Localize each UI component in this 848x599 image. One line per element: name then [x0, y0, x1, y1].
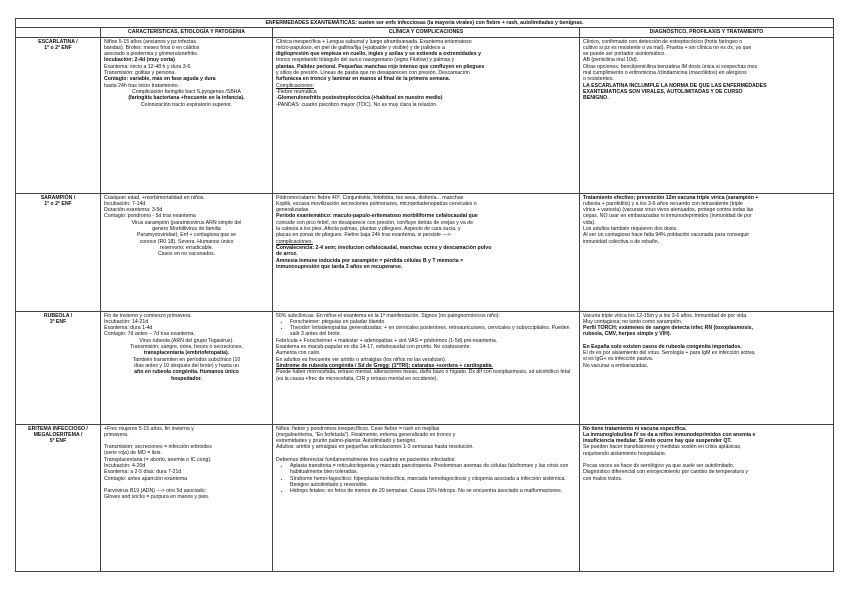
text-line: año en rubeola congénita. Humanos único	[134, 369, 239, 376]
text-line: de arroz.	[276, 251, 298, 258]
caracteristicas-cell	[101, 193, 273, 311]
disease-subname: MEGALOERITEMA /	[33, 431, 83, 438]
text-line: días antes y 10 después del brote) y hasta un	[134, 362, 239, 369]
text-line: Koplik, escasa movilización secreciones pulmonares, micropoladenopatías cervicales o	[276, 200, 477, 207]
clinica-cell	[273, 311, 580, 424]
text-line: Incubación: 2-4d (muy corta)	[104, 57, 175, 64]
text-line: coincide con pico febril, no desaparece con presión, confluye detrás de orejas y va de	[276, 219, 473, 226]
text-line: Otras opciones; bencilpenicilina benzatina IM dosis única si sospechas mos	[583, 63, 758, 70]
text-line: -Fiebre reumática	[276, 88, 317, 95]
text-line: Vacuna triple vírica los 12-15m y a los 3-6 años. Inmunidad de por vida.	[583, 312, 748, 319]
text-line: Virus sarampión (paramixovirus ARN simple del	[131, 219, 242, 226]
table-row-sarampion	[16, 193, 834, 311]
complicaciones-heading: Complicaciones:	[276, 82, 315, 89]
text-line: Complicación faringitis bact S.pyogenes /SBHA	[132, 88, 241, 95]
text-line: extremidades y prurito palmo-plantar. Autolimitado y benigno.	[276, 438, 417, 445]
text-line: (megaloeritema, "En bofetada"). Finalmente, eritema generalizado en tronco y	[276, 431, 456, 438]
text-line: Contagio: antes aparición exantema	[104, 475, 188, 482]
list-item: • Hidrops fetales: en fetos de menos de 20 semanas. Causa 15% hidrops. No se encuentra asociado a malformaciones.	[290, 488, 576, 494]
text-line: El dx es por aislamiento del virus. Serología + para IgM es infección activa,	[583, 350, 756, 357]
text-line: Clínico, confirmado con detección de estreptocócico (frotis faríngeo o	[583, 38, 743, 45]
text-line: vírica + varicela) (vacunas virus vivos atenuados, protege contra todas las	[583, 207, 754, 214]
table-row-rubeola	[16, 311, 834, 424]
disease-name-cell	[16, 311, 101, 424]
text-line: Casos en no vacunados.	[157, 251, 216, 258]
text-line: En España solo existen casos de rubeola congénita importados.	[583, 343, 742, 350]
disease-name-cell	[16, 424, 101, 571]
text-line: Pódromo/catarro: fiebre 40º. Conjuntivitis, fotofobia, tos seca, disfonía... manchas	[276, 194, 464, 201]
text-line: conoce (R0 18). Severa. Humanos único	[139, 238, 234, 245]
text-line: mal cumplimiento o eritromicina /clindamicina (macrólidos) en alérgicos	[583, 70, 747, 77]
list-item: • Aplasia transitoria = reticulocitopenia y marcado pancitopenia. Predominan anemas de células falciformes y las crisis son habitualmente bien toleradas.	[290, 463, 576, 476]
text-line: Adultos: artritis y artralgias en pequeñas articulaciones 1-3 semanas hasta resolución.	[276, 444, 474, 451]
text-line: AB (penicilina oral 10d).	[583, 57, 639, 64]
header-row	[16, 28, 834, 37]
text-line: generalizadas.	[276, 207, 310, 214]
diagnostico-cell	[580, 311, 834, 424]
text-line: Convalecencia: 2-4 sem; involucion cefalocaudal, manchas ocres y descamación polvo	[276, 244, 492, 251]
disease-subname: 3ª ENF	[49, 318, 67, 325]
text-line: Parvovirus B19 (ADN) —> otro 5d asociado;	[104, 487, 206, 494]
text-line: primavera.	[104, 431, 129, 438]
disease-name: ERITEMA INFECCIOSO /	[28, 425, 88, 432]
text-line: Incubación: 7-14d	[104, 200, 146, 207]
text-line: con malos tratos.	[583, 475, 623, 482]
text-line: reservorio; erradicable.	[159, 244, 214, 251]
text-line: placas en zonas de pliegues. Fiebre baja 24h tras exantema, si persiste —>	[276, 232, 451, 239]
text-line: (serie roja) de MO = lisis.	[104, 450, 162, 457]
disease-name-cell	[16, 37, 101, 193]
text-line: requiriendo aislamiento hospitalario.	[583, 450, 667, 457]
table-row-eritema	[16, 424, 834, 571]
text-line: Transmisión; secreciones = infección eritroides	[104, 444, 212, 451]
text-line: Transmisión; sangre, orina, heces o secreciones,	[130, 344, 243, 351]
text-line: Incubación: 14-21d	[104, 318, 149, 325]
text-line: rubeola + parotiditis) y a los 3-6 años recuerdo con tetravalente (triple	[583, 200, 743, 207]
text-line: Muy contagiosa; no tanto como sarampión.	[583, 318, 683, 325]
list-item: • Theodor: linfadenopatías generalizadas; + en cervicales posteriores, retroauriculares, cervicales y suboccipitales. Pueden salir 3 antes del brote.	[290, 325, 576, 338]
text-line: Al ser un contagioso hace falta 94% población vacunada para conseguir	[583, 232, 750, 239]
text-line: vida).	[583, 219, 596, 226]
caracteristicas-cell	[101, 311, 273, 424]
text-line: furfurácea en tronco y laminar en manos al final de la primera semana.	[276, 76, 451, 83]
text-line: En adultos es frecuente ver artritis o artralgias (los niños no las veralizan).	[276, 356, 447, 363]
text-line: hasta 24h tras inicio tratamiento.	[104, 82, 179, 89]
text-line: tronco respetando triángulo del surco nasogeniano (signo Filatow) y palmas y	[276, 57, 455, 64]
list-item: • Forscheimer: pteguias en paladar blando.	[290, 319, 576, 325]
text-line: y sitios de presión. Líneas de pastia que no desaparecen con presión. Descamación	[276, 70, 470, 77]
list-item: • Síndrome hemo-fagocítico: hiperplasia histiocítica, marcada hemofagocitosis y citopenia asociada a infección sistémica. Benigno autolimitado y reversible.	[290, 476, 576, 489]
text-line: Amnesia inmune inducida por sarampión = pérdida células B y T memoria =	[276, 257, 464, 264]
diagnostico-cell	[580, 37, 834, 193]
text-line: No tiene tratamiento ni vacuna específica.	[583, 425, 687, 432]
text-line: +Frec mujeres 5-15 años, fin invierno y	[104, 425, 194, 432]
text-line: genero Morbillivirus de familia	[152, 226, 221, 233]
text-line: No vacunar a embarazadas.	[583, 362, 649, 369]
text-line: Exantema: dura 1-4d	[104, 325, 153, 332]
clinica-cell	[273, 37, 580, 193]
text-line: o resistentes.	[583, 76, 614, 83]
text-line: la cabeza a los pies. Afecta palmas, plantas y pliegues. Aspecto de cara sucia, y	[276, 226, 461, 233]
text-line: insuficiencia medular. Si esto ocurre hay que suspender QT.	[583, 438, 732, 445]
diagnostico-cell	[580, 193, 834, 311]
text-line: Cualquier edad, +morbimortalidad en niños.	[104, 194, 205, 201]
text-line: EXANTEMATICAS SON VIRALES, AUTOLIMITADAS Y DE CURSO	[583, 88, 743, 95]
text-line: hospedador.	[171, 375, 202, 382]
text-line: rubeola, CMV, herpes simple y VIH).	[583, 331, 672, 338]
text-line: (faringitis bacteriana +frecuente en la infancia).	[128, 95, 245, 102]
text-line: cepas. NO usar en embarazadas ni inmunodeprimidos (inmunidad de por	[583, 213, 752, 220]
text-line: plantas. Palidez perioral. Pequeñas manchas rojo intenso que confluyen en pliegues	[276, 63, 485, 70]
diagnostico-cell	[580, 424, 834, 571]
text-line: inmunosupresión que tarda 3 años en recuperarse.	[276, 263, 403, 270]
text-line: Transmisión: gotitas y persona.	[104, 70, 176, 77]
text-line: asociado a piodermia y glomerulonefritis.	[104, 51, 199, 58]
disease-name-cell	[16, 193, 101, 311]
text-line: Síndrome de rubeola congénita / Sd de Gregg: (1ºTRI); cataratas +sordera + cardiopatía.	[276, 362, 493, 369]
text-line: Niños: fiebre y pondromos inespecíficos. Cese fiebre = rash en mejillas	[276, 425, 440, 432]
text-line: Diagnóstico diferencial con enrojecimiento por cambio de temperatura y	[583, 469, 748, 476]
text-line: Paramyxoviridae); Enf + contagiosa que se	[136, 232, 237, 239]
text-line: Gloves and socks = purpura en manos y pies.	[104, 494, 210, 501]
caracteristicas-cell	[101, 424, 273, 571]
diseases-table	[15, 18, 834, 572]
header-diagnostico: DIAGNÓSTICO, PROFILAXIS Y TRATAMIENTO	[580, 28, 834, 37]
clinica-cell	[273, 193, 580, 311]
header-clinica: CLÍNICA Y COMPLICACIONES	[273, 28, 580, 37]
disease-subname: 1ª o 2ª ENF	[44, 44, 72, 51]
text-line: se puede ser portador asintomático.	[583, 51, 666, 58]
text-line: Tratamiento efectivo; prevención 12m vacuna triple vírica (sarampión +	[583, 194, 759, 201]
disease-name: RUBEOLA /	[43, 312, 73, 319]
text-line: Contagio: 7d antes – 7d tras exantema.	[104, 331, 195, 338]
disease-name: ESCARLATINA /	[38, 38, 78, 45]
disease-name: SARAMPIÓN /	[40, 194, 76, 201]
text-line: Contagio: pondromo - 5d tras exantema	[104, 213, 196, 220]
text-line: digitopresión que empieza en cuello, ingles y axilas y se extiende a extremidades y	[276, 51, 481, 58]
text-line: BENIGNO.	[583, 95, 609, 102]
text-line: si es IgG+ es infección pasiva.	[583, 356, 654, 363]
caracteristicas-cell	[101, 37, 273, 193]
table-row-escarlatina	[16, 37, 834, 193]
text-line: Clínica inespecífica + Lengua saburral y luego aframbuesada. Exantema eritematoso	[276, 38, 472, 45]
text-line: Exantema: a 2-5 días; dura 7-21d	[104, 469, 182, 476]
text-line: -PANDAS: cuadro psicótico mayor (TOC). No es muy clara la relación.	[276, 101, 438, 108]
text-line: Contagio: variable, más en fase aguda y dura	[104, 76, 216, 83]
text-line: inmunidad colectiva o de rebaño.	[583, 238, 660, 245]
text-line: LA ESCARLATINA INCLUMPLE LA NORMA DE QUE LAS ENFERMEDADES	[583, 82, 767, 89]
text-line: micro-papuloso, en piel de gallina/lija (+palpable y visible) y de palidece a	[276, 44, 445, 51]
text-line: cultivo si pz es resistente o va mal). Prueba + sin clínica no es dx, ya que	[583, 44, 752, 51]
disease-subname: 5ª ENF	[49, 438, 67, 445]
text-line: También transmiten en períodos subclínico (10	[132, 356, 241, 363]
text-line: -Glomerulonefritis postestreptocócica (+habitual en nuestro medio)	[276, 95, 443, 102]
text-line: Pocas veces se hace dx serológico ya que suele ser autolimitado.	[583, 463, 735, 470]
text-line: Virus rubeola (ARN del grupo Togavirus).	[139, 337, 234, 344]
text-line: Los adultos también requieren dos dosis.	[583, 226, 678, 233]
text-line: 50% subclínicas. En niños el exantema es la 1ª manifestación. Signos (no patognomónicos niño):	[276, 312, 500, 319]
header-caracteristicas: CARACTERÍSTICAS, ETIOLOGÍA Y PATOGENIA	[101, 28, 273, 37]
text-line: Se pueden hacer transfusiones y medidas sostén en crisis aplásicas,	[583, 444, 742, 451]
text-line: Duración exantema: 3-5d	[104, 207, 163, 214]
text-line: Exantema es macub-papular en día 14-17, cefalocaudal con prurito. No coalescente.	[276, 344, 471, 351]
text-line: Niños 5-15 años (ancianos y pz infectas	[104, 38, 196, 45]
text-line: Puede haber microcefalia, retraso mental, alteraciones óseas, daño bazo o hígado. Dx dif con toxoplasmosis, sd alcohólico fetal (es la causa +frec de microcefalia, CIR y retraso mental en occidente).	[276, 369, 571, 382]
cuadros-list	[276, 463, 576, 494]
text-line: bandas). Brotes: meses fríos o en cálidos	[104, 44, 200, 51]
text-line: Período exantemático: maculo-papulo-eritematoso morbiliforme cefalocaudal que	[276, 213, 478, 220]
text-line: Debemos diferenciar fundamentalmente tres cuadros en pacientes infectados:	[276, 456, 456, 463]
text-line: Colonización tracto espiratorio superior.	[140, 101, 233, 108]
text-line: Febrícula + Forscheimer + malestar + adenopatías + sint VAS = pódromos (1-5d) pre-exantema.	[276, 337, 498, 344]
text-line: Perfil TORCH; exámenes de sangre detecta infec RN (toxoplasmosis,	[583, 325, 753, 332]
text-line: complicaciones.	[276, 238, 313, 245]
clinica-cell	[273, 424, 580, 571]
title-row	[16, 19, 834, 28]
text-line: La inmunoglobulina IV se da a niños inmunodeprimidos con anemia e	[583, 431, 756, 438]
text-line: Exantema: inicio a 12-48 h y dura 3-6.	[104, 63, 192, 70]
header-disease	[16, 28, 101, 37]
table-title: ENFERMEDADES EXANTEMÁTICAS: suelen ser enfs infecciosas (la mayoría virales) con fiebre + rash, autolimitadas y benignas.	[16, 19, 834, 28]
disease-subname: 1ª o 2ª ENF	[44, 200, 72, 207]
text-line: Incubación: 4-20d	[104, 463, 146, 470]
text-line: Transplacentaria (= aborto, anemia o IC cong).	[104, 456, 212, 463]
text-line: transplacentaria (embriofetopatía).	[143, 350, 230, 357]
signs-list	[276, 319, 576, 338]
text-line: Aumenta con calor.	[276, 350, 321, 357]
text-line: Fin de invierno y comienzo primavera.	[104, 312, 192, 319]
